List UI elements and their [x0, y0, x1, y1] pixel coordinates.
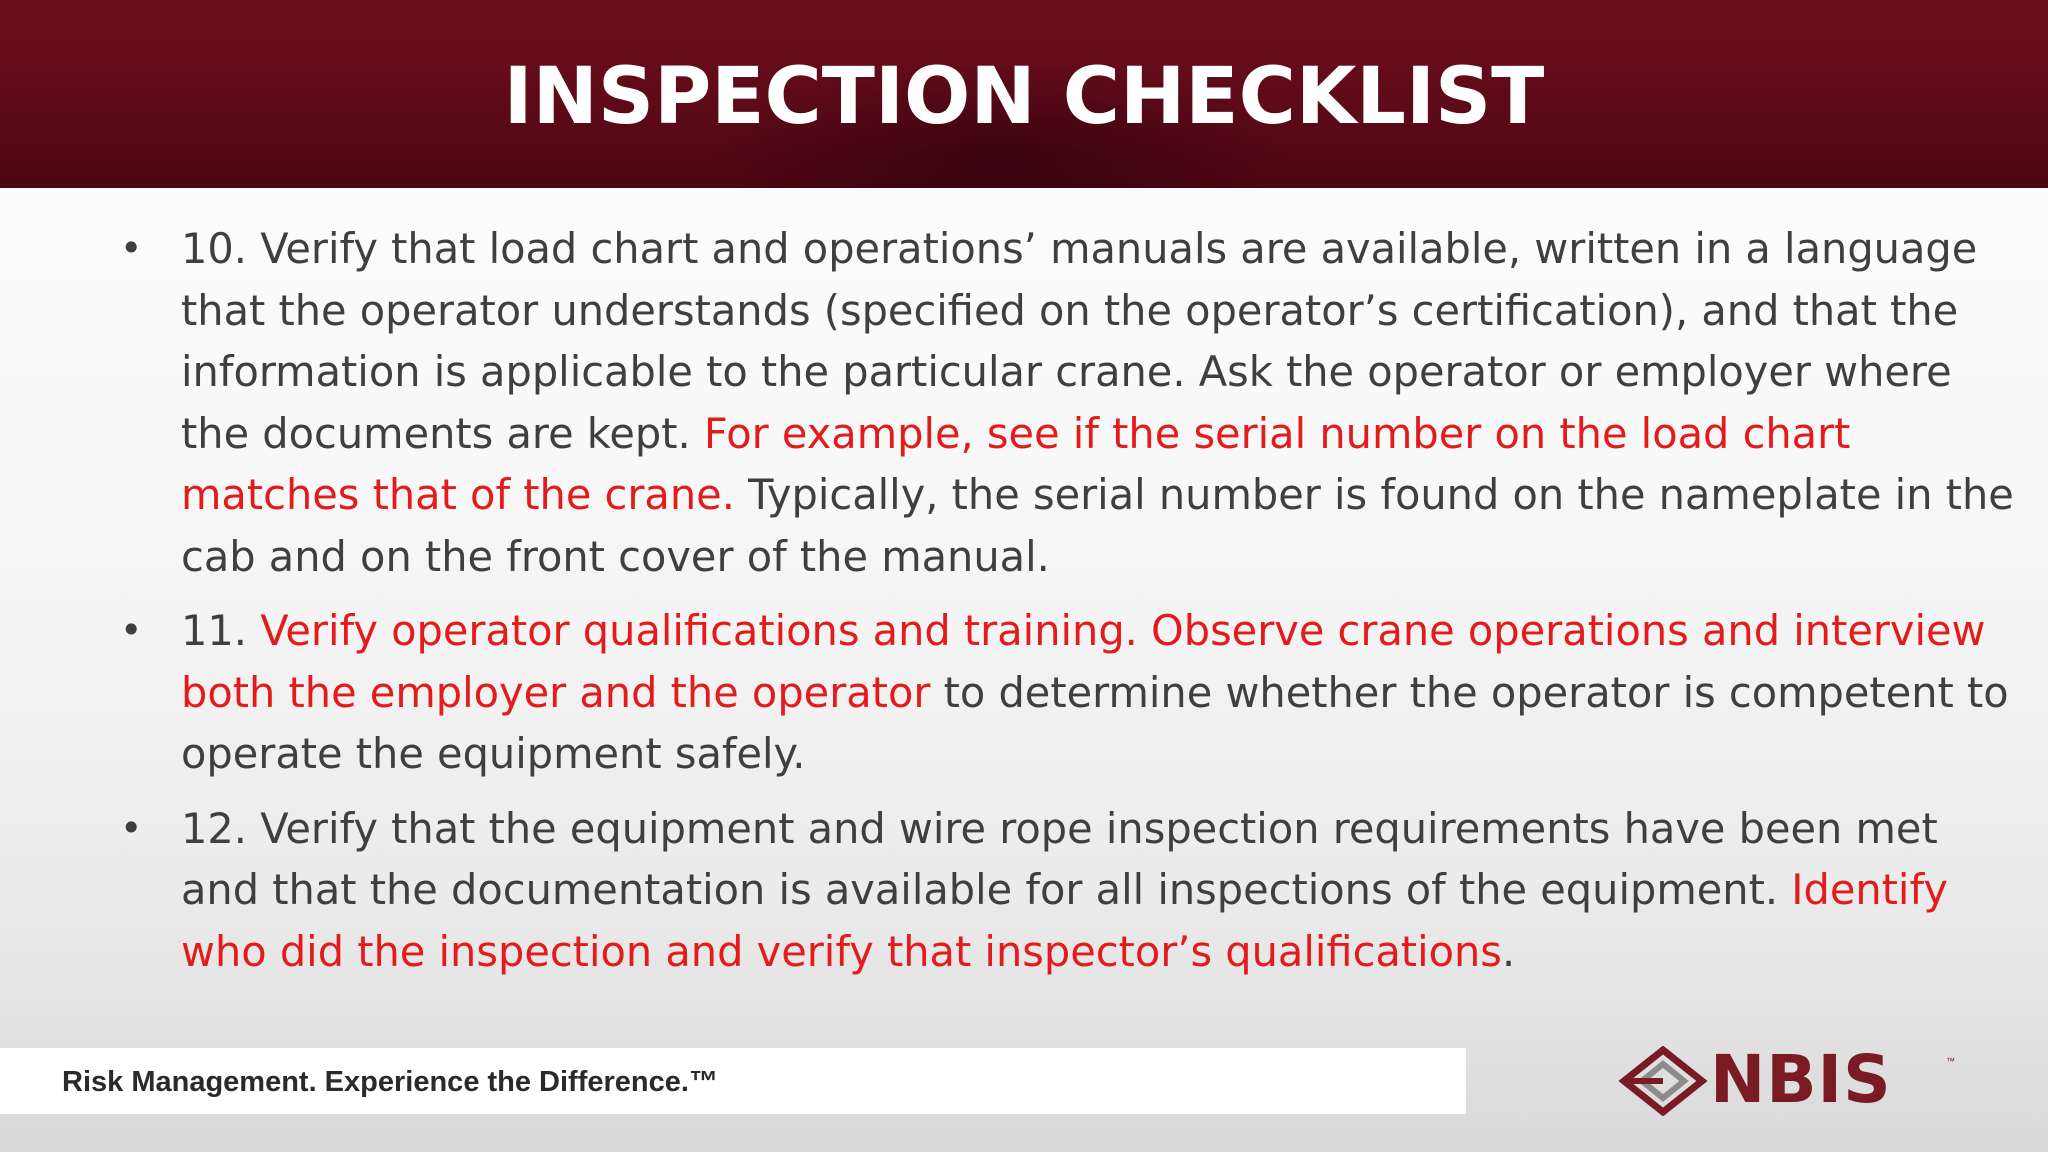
- item-highlight-text: For example, see if the serial number on the load chart matches that of the crane.: [181, 408, 1851, 519]
- item-text-part: 12. Verify that the equipment and wire rope inspection requirements have been met and that the documentation is available for all inspections of the equipment.: [181, 803, 1938, 914]
- slide-title: INSPECTION CHECKLIST: [503, 52, 1545, 142]
- checklist-item-11: [118, 600, 2021, 785]
- trademark-mark: ™: [1946, 1056, 1955, 1066]
- bullet-marker: •: [120, 608, 143, 652]
- item-highlight-text: Identify who did the inspection and verify that inspector’s qualifications: [181, 865, 1948, 976]
- item-text-part: 10. Verify that load chart and operations’ manuals are available, written in a language that the operator understands (specified on the operator’s certification), and that the information is applicable to the particular crane. Ask the operator or employer where the documents are kept.: [181, 224, 1978, 458]
- footer-tagline: Risk Management. Experience the Difference.™: [62, 1066, 718, 1098]
- nbis-logo: [1618, 1040, 1958, 1120]
- nbis-diamond-logo-icon: [1618, 1046, 1708, 1116]
- item-highlight-text: Verify operator qualifications and training. Observe crane operations and interview both the employer and the operator: [181, 606, 1986, 717]
- item-text-part: Typically, the serial number is found on the nameplate in the cab and on the front cover of the manual.: [181, 470, 2014, 581]
- bullet-marker: •: [120, 805, 143, 850]
- nbis-logo-text: NBIS: [1710, 1041, 1892, 1118]
- item-text-part: 11.: [181, 606, 261, 655]
- checklist-item-12: [118, 798, 2021, 983]
- item-text-part: .: [1501, 926, 1516, 976]
- bullet-marker: •: [120, 226, 143, 270]
- item-text-part: to determine whether the operator is competent to operate the equipment safely.: [181, 667, 2009, 778]
- checklist-content: [118, 218, 2014, 995]
- title-banner: [0, 0, 2048, 188]
- checklist-item-10: [118, 218, 2021, 587]
